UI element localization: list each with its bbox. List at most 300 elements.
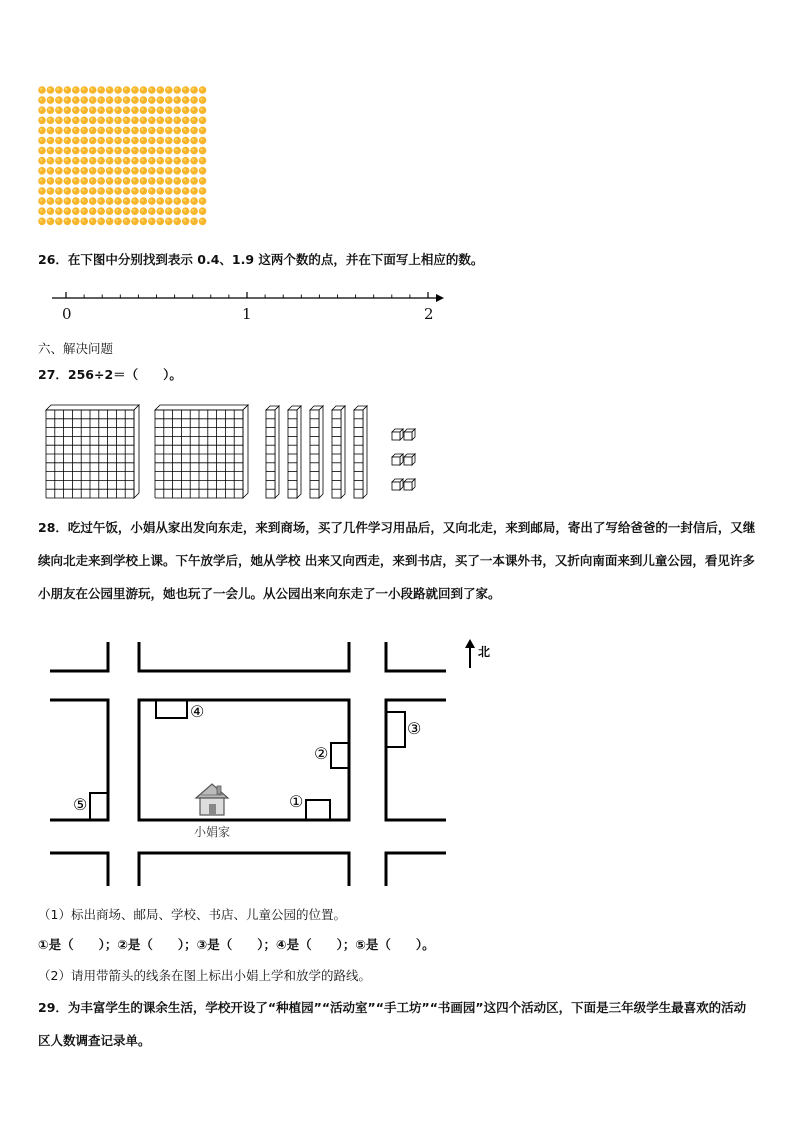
dot [38, 137, 46, 145]
dot-highlight [200, 199, 203, 202]
dot-highlight [192, 199, 195, 202]
dot [182, 117, 190, 125]
dot-highlight [175, 88, 178, 91]
dot-highlight [166, 148, 169, 151]
dot [131, 218, 139, 226]
dot-highlight [40, 88, 43, 91]
dot [80, 117, 88, 125]
dot-highlight [158, 148, 161, 151]
dot [106, 207, 114, 215]
dot [80, 207, 88, 215]
dot-highlight [158, 209, 161, 212]
dot-highlight [133, 199, 136, 202]
dot [165, 157, 173, 165]
dot [47, 177, 55, 185]
dot-highlight [90, 199, 93, 202]
dot-highlight [192, 168, 195, 171]
dot-highlight [40, 158, 43, 161]
number-line-label-2: 2 [424, 305, 434, 323]
dot-highlight [99, 168, 102, 171]
dot [190, 197, 198, 205]
dot-highlight [175, 118, 178, 121]
dot [38, 96, 46, 104]
dot [80, 197, 88, 205]
dot [199, 137, 207, 145]
dot [165, 147, 173, 155]
dot-highlight [200, 88, 203, 91]
dot [80, 218, 88, 226]
dot [140, 218, 148, 226]
dot [106, 127, 114, 135]
dot-highlight [107, 148, 110, 151]
dot-highlight [99, 209, 102, 212]
dot [182, 167, 190, 175]
dot-highlight [107, 118, 110, 121]
one-cube [404, 479, 415, 490]
dot [97, 218, 105, 226]
dot [55, 137, 63, 145]
dot [55, 207, 63, 215]
dot [97, 127, 105, 135]
dot [182, 207, 190, 215]
dot [199, 86, 207, 94]
dot [140, 137, 148, 145]
dot-highlight [107, 138, 110, 141]
dot-highlight [183, 209, 186, 212]
dot [80, 127, 88, 135]
dot-highlight [124, 98, 127, 101]
dot-highlight [73, 219, 76, 222]
dot [140, 117, 148, 125]
dot-highlight [175, 148, 178, 151]
dot [114, 218, 122, 226]
dot [140, 157, 148, 165]
dot [157, 218, 165, 226]
dot-highlight [141, 88, 144, 91]
dot-highlight [141, 98, 144, 101]
dot [199, 197, 207, 205]
dot [190, 147, 198, 155]
dot-highlight [116, 209, 119, 212]
dot-highlight [65, 138, 68, 141]
dot-highlight [65, 189, 68, 192]
dot-highlight [40, 138, 43, 141]
dot [190, 127, 198, 135]
dot [140, 197, 148, 205]
dot [80, 106, 88, 114]
dot-highlight [90, 158, 93, 161]
dot [106, 218, 114, 226]
dot [64, 86, 72, 94]
dot-highlight [175, 209, 178, 212]
dot [47, 106, 55, 114]
dot-highlight [175, 168, 178, 171]
north-label: 北 [478, 645, 491, 659]
dot-highlight [65, 108, 68, 111]
dot [190, 96, 198, 104]
dot [131, 86, 139, 94]
dot-highlight [200, 98, 203, 101]
dot [157, 127, 165, 135]
dot-highlight [82, 98, 85, 101]
dot-highlight [175, 189, 178, 192]
dot [106, 177, 114, 185]
dot-highlight [48, 179, 51, 182]
dot [64, 157, 72, 165]
dot-highlight [192, 158, 195, 161]
ten-rod [310, 406, 323, 498]
dot-highlight [65, 219, 68, 222]
dot-highlight [166, 108, 169, 111]
dot [97, 197, 105, 205]
dot [114, 177, 122, 185]
dot-highlight [40, 148, 43, 151]
dot-highlight [73, 88, 76, 91]
one-cube [392, 429, 403, 440]
dot [190, 218, 198, 226]
dot [72, 218, 80, 226]
dot [190, 167, 198, 175]
dot-highlight [116, 189, 119, 192]
dot [114, 96, 122, 104]
dot [106, 147, 114, 155]
dot-highlight [116, 108, 119, 111]
dot-highlight [40, 179, 43, 182]
dot [157, 207, 165, 215]
dot-highlight [141, 189, 144, 192]
route-map [44, 638, 514, 888]
dot [72, 197, 80, 205]
dot [199, 106, 207, 114]
dot [80, 96, 88, 104]
number-line-label-0: 0 [62, 305, 72, 323]
dot-highlight [133, 209, 136, 212]
dot-highlight [116, 128, 119, 131]
dot-highlight [82, 189, 85, 192]
hundred-flat [155, 405, 248, 498]
dot-highlight [107, 108, 110, 111]
dot [157, 137, 165, 145]
dot [148, 117, 156, 125]
dot-highlight [133, 219, 136, 222]
dot [55, 177, 63, 185]
dot [165, 197, 173, 205]
dot-highlight [149, 219, 152, 222]
dot [55, 167, 63, 175]
dot [64, 106, 72, 114]
dot-highlight [73, 179, 76, 182]
dot [182, 96, 190, 104]
question-27-text: 27．256÷2＝（ ）。 [38, 367, 182, 382]
dot-highlight [107, 189, 110, 192]
dot-highlight [149, 118, 152, 121]
dot [140, 127, 148, 135]
dot-highlight [200, 128, 203, 131]
dot-highlight [166, 98, 169, 101]
dot [199, 96, 207, 104]
dot [182, 197, 190, 205]
dot-highlight [124, 179, 127, 182]
dot [123, 187, 131, 195]
dot-highlight [175, 108, 178, 111]
dot [64, 197, 72, 205]
dot-highlight [175, 98, 178, 101]
dot [148, 167, 156, 175]
dot [165, 167, 173, 175]
dot-highlight [124, 88, 127, 91]
dot [190, 187, 198, 195]
dot [140, 86, 148, 94]
dot [106, 137, 114, 145]
dot-highlight [166, 219, 169, 222]
dot [148, 137, 156, 145]
dot-highlight [158, 158, 161, 161]
dot [64, 96, 72, 104]
dot [80, 187, 88, 195]
dot [140, 187, 148, 195]
dot-highlight [200, 209, 203, 212]
building-1 [306, 800, 330, 820]
dot [148, 197, 156, 205]
dot [182, 187, 190, 195]
hundred-flat [46, 405, 139, 498]
dot [106, 157, 114, 165]
marker-3: ③ [407, 719, 422, 738]
dot-highlight [124, 138, 127, 141]
dot-highlight [149, 148, 152, 151]
dot [173, 86, 181, 94]
dot [47, 127, 55, 135]
dot-highlight [48, 219, 51, 222]
dot [190, 117, 198, 125]
dot-highlight [192, 118, 195, 121]
dot [80, 157, 88, 165]
dot-highlight [99, 118, 102, 121]
dot-highlight [90, 148, 93, 151]
dot [199, 177, 207, 185]
dot [199, 207, 207, 215]
dot [148, 207, 156, 215]
dot [97, 86, 105, 94]
dot-highlight [116, 158, 119, 161]
dot-highlight [133, 118, 136, 121]
dot [38, 187, 46, 195]
dot [72, 177, 80, 185]
number-line-label-1: 1 [242, 305, 252, 323]
dot-highlight [90, 179, 93, 182]
dot [148, 218, 156, 226]
dot-highlight [57, 138, 60, 141]
dot [190, 177, 198, 185]
dot [131, 207, 139, 215]
dot [64, 127, 72, 135]
dot [157, 157, 165, 165]
dot-highlight [48, 138, 51, 141]
dot [199, 167, 207, 175]
dot [64, 167, 72, 175]
dot-highlight [73, 158, 76, 161]
dot-highlight [200, 108, 203, 111]
dot-highlight [149, 138, 152, 141]
dot-highlight [158, 128, 161, 131]
dot [38, 218, 46, 226]
dot-highlight [57, 158, 60, 161]
dot [64, 177, 72, 185]
dot [131, 167, 139, 175]
dot-highlight [133, 128, 136, 131]
dot [97, 106, 105, 114]
dot-highlight [48, 128, 51, 131]
dot-highlight [133, 138, 136, 141]
dot-highlight [124, 199, 127, 202]
dot-highlight [116, 168, 119, 171]
dot [38, 106, 46, 114]
dot-highlight [166, 88, 169, 91]
one-cube [404, 454, 415, 465]
dot [173, 177, 181, 185]
dot [165, 187, 173, 195]
dot-highlight [133, 189, 136, 192]
dot-highlight [192, 138, 195, 141]
dot-highlight [166, 168, 169, 171]
dot-highlight [40, 189, 43, 192]
dot-highlight [141, 118, 144, 121]
dot-highlight [48, 88, 51, 91]
dot [89, 117, 97, 125]
dot [157, 117, 165, 125]
dot-highlight [57, 209, 60, 212]
dot-highlight [107, 128, 110, 131]
dot-highlight [107, 179, 110, 182]
dot-highlight [200, 138, 203, 141]
dot [131, 106, 139, 114]
dot-highlight [73, 118, 76, 121]
dot [157, 86, 165, 94]
dot [173, 157, 181, 165]
dot-highlight [90, 138, 93, 141]
dot-highlight [166, 118, 169, 121]
dot-highlight [40, 219, 43, 222]
dot [55, 197, 63, 205]
dot [140, 167, 148, 175]
dot [157, 167, 165, 175]
dot [89, 157, 97, 165]
dot-highlight [183, 179, 186, 182]
dot [140, 207, 148, 215]
dot [89, 207, 97, 215]
dot-highlight [183, 168, 186, 171]
dot-highlight [158, 168, 161, 171]
question-29-text: 29．为丰富学生的课余生活，学校开设了“种植园”“活动室”“手工坊”“书画园”这四个活动区，下面是三年级学生最喜欢的活动区人数调查记录单。 [38, 1000, 747, 1048]
dot-highlight [57, 88, 60, 91]
dot-highlight [149, 168, 152, 171]
dot-highlight [82, 199, 85, 202]
dot-highlight [40, 118, 43, 121]
dot-highlight [200, 118, 203, 121]
dot-highlight [124, 148, 127, 151]
dot-highlight [65, 148, 68, 151]
dot-highlight [116, 88, 119, 91]
dot-highlight [192, 108, 195, 111]
building-4 [156, 700, 187, 718]
dot-highlight [99, 108, 102, 111]
dot-highlight [200, 219, 203, 222]
dot-highlight [158, 199, 161, 202]
dot [47, 117, 55, 125]
dot [72, 127, 80, 135]
dot-highlight [82, 209, 85, 212]
dot [190, 137, 198, 145]
dot-highlight [149, 209, 152, 212]
dot [89, 86, 97, 94]
dot [80, 167, 88, 175]
dot [199, 117, 207, 125]
dot-highlight [65, 179, 68, 182]
dot [97, 96, 105, 104]
dot-highlight [166, 128, 169, 131]
dot-highlight [90, 128, 93, 131]
dot [148, 187, 156, 195]
dot-highlight [192, 209, 195, 212]
dot-highlight [175, 199, 178, 202]
dot [47, 147, 55, 155]
dot-highlight [57, 219, 60, 222]
dot [123, 207, 131, 215]
dot-highlight [99, 98, 102, 101]
marker-5: ⑤ [73, 795, 88, 814]
dot-highlight [65, 158, 68, 161]
dot-highlight [192, 148, 195, 151]
dot [131, 96, 139, 104]
dot [97, 207, 105, 215]
dot [123, 177, 131, 185]
base-ten-blocks-figure [44, 404, 434, 504]
dot [131, 157, 139, 165]
dot-highlight [158, 98, 161, 101]
dot-highlight [73, 199, 76, 202]
dot-highlight [192, 88, 195, 91]
number-line-arrow-icon [436, 294, 444, 302]
dot [173, 147, 181, 155]
dot-highlight [175, 138, 178, 141]
dot [106, 86, 114, 94]
dot-highlight [116, 118, 119, 121]
dot [114, 187, 122, 195]
dot-highlight [40, 168, 43, 171]
dot [89, 96, 97, 104]
dot-highlight [183, 118, 186, 121]
dot-highlight [158, 179, 161, 182]
dot-highlight [82, 168, 85, 171]
question-26-text: 26．在下图中分别找到表示 0.4、1.9 这两个数的点，并在下面写上相应的数。 [38, 252, 484, 267]
dot [131, 117, 139, 125]
dot-highlight [175, 179, 178, 182]
dot [165, 117, 173, 125]
dot-highlight [99, 189, 102, 192]
dot [89, 137, 97, 145]
dot-highlight [200, 189, 203, 192]
dot-highlight [40, 209, 43, 212]
dot-highlight [200, 158, 203, 161]
dot [123, 197, 131, 205]
dot [106, 117, 114, 125]
dot-highlight [107, 88, 110, 91]
ten-rod [266, 406, 279, 498]
dot-highlight [192, 128, 195, 131]
dot-highlight [124, 158, 127, 161]
dot-highlight [116, 148, 119, 151]
dot-highlight [65, 128, 68, 131]
